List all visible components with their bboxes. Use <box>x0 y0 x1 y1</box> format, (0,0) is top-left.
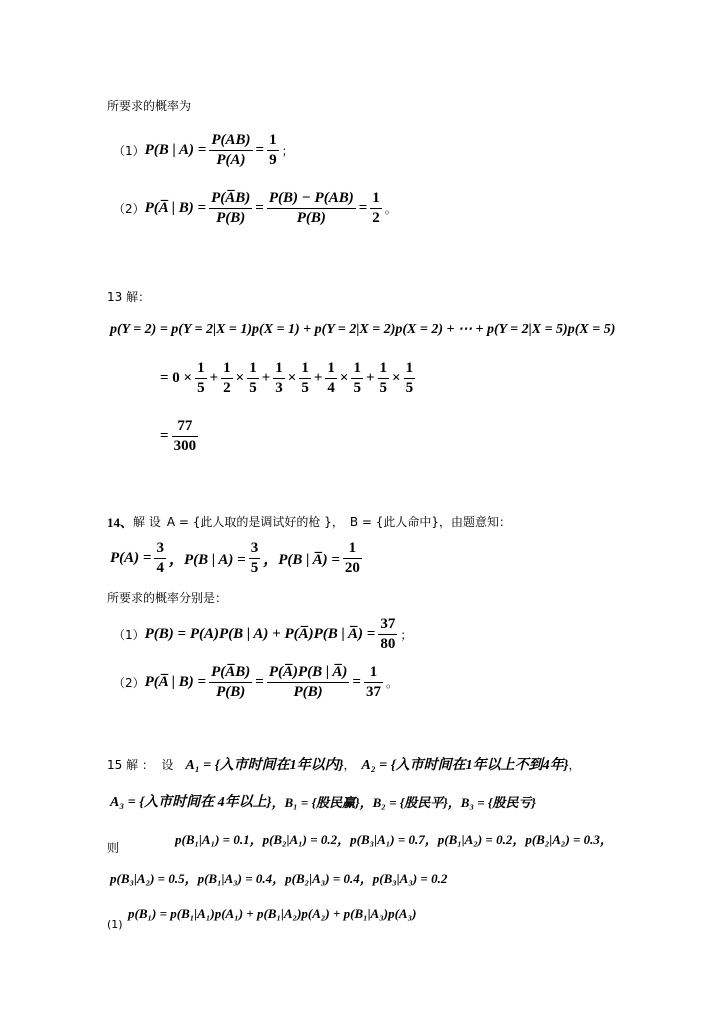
s13-term1-frac1-den: 2 <box>223 380 231 396</box>
s13-term4-frac1-num: 1 <box>379 360 388 376</box>
s14-heading <box>107 512 511 531</box>
s14-q2-eq1: = <box>255 674 264 690</box>
s12-p1-num: P(AB) <box>211 132 251 148</box>
s15-A1-def: A₁ = {入市时间在1年以内} <box>185 758 344 773</box>
s14-q2-den2: P(B) <box>293 684 323 700</box>
s15-p1-label: (1) <box>107 918 123 931</box>
s14-given2-num: 3 <box>250 540 259 556</box>
s12-p1-rden: 9 <box>269 152 277 168</box>
s13-sum-terms <box>192 360 418 397</box>
s13-term4-frac1-den: 5 <box>379 380 388 396</box>
s13-result-num: 77 <box>177 418 193 434</box>
s13-term1-frac2-den: 5 <box>249 380 257 396</box>
s14-given3-fraction <box>343 540 362 577</box>
s14-given3-den: 20 <box>344 560 360 576</box>
s13-term4-mul: × <box>392 370 401 386</box>
s13-term2-frac1-den: 3 <box>275 380 283 396</box>
s13-term3-frac1 <box>325 360 337 397</box>
s14-q2-fraction2 <box>267 664 350 701</box>
s14-q1-num: 37 <box>380 616 396 632</box>
s12-p1-den: P(A) <box>216 152 246 168</box>
s13-term1-frac2-num: 1 <box>249 360 257 376</box>
s12-part1 <box>113 132 294 169</box>
s14-given1-lhs: P(A) = <box>110 550 152 566</box>
s13-term1-frac2 <box>247 360 259 397</box>
s13-eq-line: p(Y = 2) = p(Y = 2|X = 1)p(X = 1) + p(Y = 2|X = 2)p(X = 2) + ⋯ + p(Y = 2|X = 5)p(X = 5) <box>110 322 616 337</box>
s13-term3-frac2-num: 1 <box>353 360 361 376</box>
s12-p2-rden: 2 <box>372 210 380 226</box>
s14-q2 <box>113 664 398 701</box>
s12-p1-lhs: P(B | A) = <box>144 142 207 158</box>
s15-p1-eq: p(B₁) = p(B₁|A₁)p(A₁) + p(B₁|A₂)p(A₂) + p(B₁|A₃)p(A₃) <box>128 906 417 921</box>
s14-heading-num: 14、 <box>107 515 134 530</box>
s13-term3-frac1-den: 4 <box>327 380 335 396</box>
s12-p2-result <box>370 190 382 227</box>
s14-q1-end: ； <box>400 628 413 642</box>
s13-term0-frac1 <box>195 360 207 397</box>
s13-term2-frac1-num: 1 <box>275 360 283 376</box>
s12-p2-num1: P(A̅B) <box>211 190 251 206</box>
s14-B-def: B = {此人命中}，由题意知： <box>349 515 512 529</box>
s15-A3-def: A₃ = {入市时间在 4年以上} <box>110 795 272 810</box>
s14-q1-den: 80 <box>380 636 396 652</box>
s13-term2-frac1 <box>273 360 285 397</box>
s13-result-eq: = <box>160 428 169 444</box>
s14-q1-eq: P(B) = P(A)P(B | A) + P(A̅)P(B | A̅) = <box>144 626 376 642</box>
s14-given-line <box>110 540 365 577</box>
s12-p1-rnum: 1 <box>269 132 277 148</box>
s13-term3-frac1-num: 1 <box>327 360 335 376</box>
s12-p2-den1: P(B) <box>216 210 246 226</box>
s12-p1-fraction <box>209 132 252 169</box>
s15-heading: 15 解 ： 设 <box>107 757 174 772</box>
s14-q2-rden: 37 <box>365 684 381 700</box>
s14-q2-fraction1 <box>209 664 252 701</box>
s14-given3-num: 1 <box>348 540 357 556</box>
s12-p1-label: （1） <box>113 144 145 158</box>
s12-p2-eq1: = <box>255 200 264 216</box>
s14-q2-lhs: P(A̅ | B) = <box>144 674 207 690</box>
s13-term0-frac1-num: 1 <box>197 360 205 376</box>
s13-result-line <box>160 418 201 455</box>
s12-part2 <box>113 190 397 227</box>
s13-term4-frac2 <box>404 360 416 397</box>
s12-intro: 所要求的概率为 <box>107 99 192 113</box>
s14-given3-lhs: ，P(B | A̅) = <box>263 552 340 568</box>
s14-q1-fraction <box>378 616 397 653</box>
s15-line1 <box>107 754 580 774</box>
s12-p1-result <box>267 132 279 169</box>
s13-term4-frac2-num: 1 <box>405 360 414 376</box>
s12-p2-rnum: 1 <box>372 190 380 206</box>
s14-q1-label: （1） <box>113 628 145 642</box>
s13-sum-line <box>160 360 418 397</box>
s14-given1-fraction <box>154 540 166 577</box>
s14-given1-num: 3 <box>156 540 164 556</box>
s13-term4-frac1 <box>378 360 390 397</box>
s12-p1-end: ； <box>281 144 294 158</box>
s12-p2-lhs: P(A̅ | B) = <box>144 200 207 216</box>
s14-A-def: A = {此人取的是调试好的枪 }， <box>166 515 344 529</box>
s12-p2-fraction1 <box>209 190 252 227</box>
s14-q1 <box>113 616 412 653</box>
s15-B2-def: ，B₂ = {股民平} <box>359 794 448 810</box>
s13-term4-frac2-den: 5 <box>405 380 414 396</box>
s14-given1-den: 4 <box>156 560 164 576</box>
s15-line2 <box>110 791 536 811</box>
s13-term3-mul: × <box>339 370 349 386</box>
s14-q2-rnum: 1 <box>369 664 378 680</box>
s14-given2-den: 5 <box>250 560 259 576</box>
s13-result-fraction <box>172 418 199 455</box>
s15-A2-def: A₂ = {入市时间在1年以上不到4年} <box>361 758 569 773</box>
s13-term3-frac2 <box>351 360 363 397</box>
s12-p1-eq: = <box>255 142 265 158</box>
s15-B3-def: ，B₃ = {股民亏} <box>447 794 536 810</box>
s14-q2-end: 。 <box>385 676 398 690</box>
s15-sep2: ， <box>568 757 581 772</box>
s15-row1: p(B₁|A₁) = 0.1，p(B₂|A₁) = 0.2，p(B₃|A₁) = 0.7，p(B₁|A₂) = 0.2，p(B₂|A₂) = 0.3， <box>175 832 613 847</box>
s13-term0-frac1-den: 5 <box>197 380 205 396</box>
s14-q2-num2: P(A̅)P(B | A̅) <box>268 664 348 680</box>
s13-term2-frac2 <box>299 360 311 397</box>
s13-term1-mul: × <box>235 370 245 386</box>
s13-term1-op: + <box>261 370 271 386</box>
s13-term0-op: + <box>209 370 219 386</box>
s12-p2-fraction2 <box>267 190 356 227</box>
s13-term1-frac1 <box>221 360 233 397</box>
s13-term2-op: + <box>313 370 323 386</box>
s12-p2-end: 。 <box>384 202 397 216</box>
s14-intro: 所要求的概率分别是： <box>107 591 228 605</box>
s14-given2-lhs: ，P(B | A) = <box>168 552 246 568</box>
s14-q2-result <box>364 664 383 701</box>
s14-heading-text: 解 设 <box>133 515 161 529</box>
s13-term2-mul: × <box>287 370 297 386</box>
s13-heading: 13 解： <box>107 290 151 304</box>
s12-p2-eq2: = <box>358 200 368 216</box>
s12-p2-den2: P(B) <box>296 210 326 226</box>
s13-term3-op: + <box>365 370 375 386</box>
s14-given2-fraction <box>249 540 261 577</box>
s15-then: 则 <box>107 841 120 855</box>
s13-term3-frac2-den: 5 <box>353 380 361 396</box>
s12-p2-num2: P(B) − P(AB) <box>268 190 354 206</box>
s12-p2-label: （2） <box>113 202 145 216</box>
s14-q2-label: （2） <box>113 676 145 690</box>
s13-result-den: 300 <box>173 438 197 454</box>
s13-term1-frac1-num: 1 <box>223 360 231 376</box>
s14-q2-den1: P(B) <box>216 684 246 700</box>
s15-row2: p(B₃|A₂) = 0.5，p(B₁|A₃) = 0.4，p(B₂|A₃) = 0.4，p(B₃|A₃) = 0.2 <box>110 871 448 886</box>
s15-sep1: ， <box>343 757 356 772</box>
s14-q2-num1: P(A̅B) <box>211 664 251 680</box>
s13-sum-prefix: = 0 × <box>160 370 193 386</box>
s15-B1-def: ，B₁ = {股民赢} <box>271 794 360 810</box>
s14-q2-eq2: = <box>352 674 361 690</box>
s13-term2-frac2-num: 1 <box>301 360 309 376</box>
s13-term2-frac2-den: 5 <box>301 380 309 396</box>
